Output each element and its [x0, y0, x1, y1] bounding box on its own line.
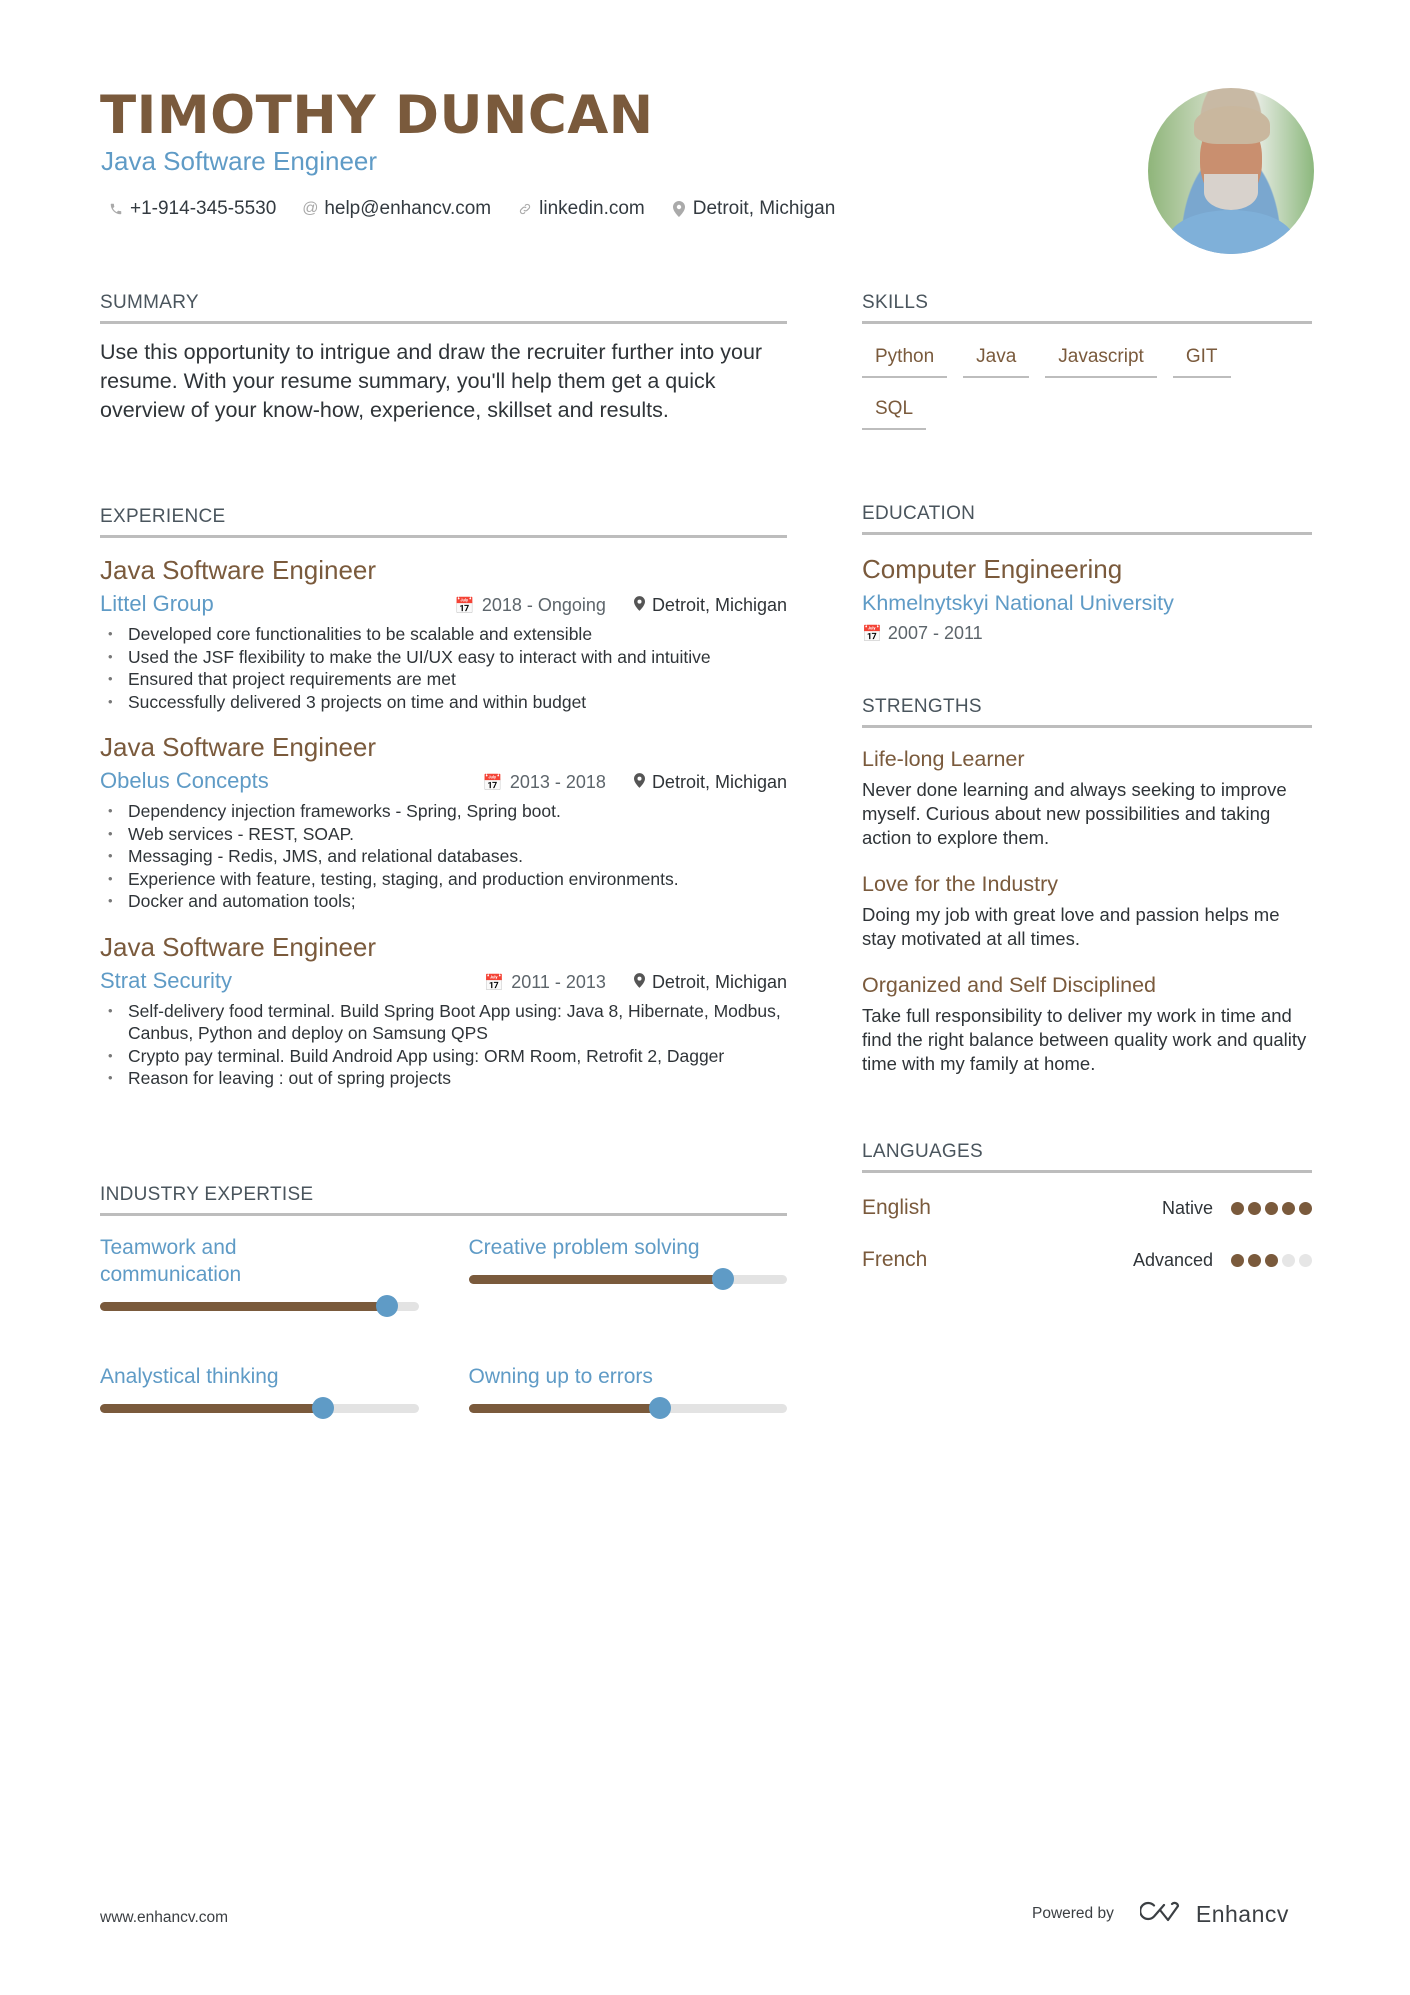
job-entry: [100, 731, 787, 913]
strength-item: [862, 971, 1312, 1076]
skills-section: [862, 291, 1312, 430]
expertise-label: Creative problem solving: [468, 1236, 700, 1259]
job-bullets: [100, 800, 787, 913]
expertise-bar: [100, 1302, 419, 1311]
email-value: help@enhancv.com: [324, 198, 492, 219]
languages-section: [862, 1140, 1312, 1274]
powered-by-label: Powered by: [1032, 1905, 1114, 1922]
job-bullets: [100, 1000, 787, 1090]
job-location: Detroit, Michigan: [651, 971, 787, 992]
job-location: Detroit, Michigan: [651, 595, 787, 615]
bullet-item: • Ensured that project requirements are met: [100, 668, 787, 691]
bullet-item: • Crypto pay terminal. Build Android App using: ORM Room, Retrofit 2, Dagger: [100, 1045, 787, 1068]
slider-thumb: [376, 1295, 398, 1317]
footer-website-link[interactable]: www.enhancv.com: [100, 1909, 229, 1926]
language-row: [862, 1246, 1312, 1274]
language-name: French: [862, 1248, 928, 1271]
job-dates: 2011 - 2013: [511, 971, 606, 992]
expertise-label: Owning up to errors: [468, 1365, 653, 1388]
company-name: Obelus Concepts: [100, 768, 269, 793]
skill-tag: SQL: [862, 396, 926, 430]
skill-tag: GIT: [1173, 344, 1231, 378]
expertise-label: Teamwork and communication: [100, 1236, 242, 1286]
calendar-icon: 📅: [484, 974, 505, 992]
contact-linkedin[interactable]: [517, 196, 645, 222]
skills-list: [862, 344, 1292, 430]
strength-title: Love for the Industry: [862, 872, 1058, 896]
expertise-section: [100, 1183, 787, 1413]
expertise-item: [469, 1234, 788, 1311]
skill-tag: Javascript: [1045, 344, 1157, 378]
bullet-item: • Developed core functionalities to be scalable and extensible: [100, 623, 787, 646]
expertise-heading: INDUSTRY EXPERTISE: [100, 1183, 787, 1216]
strengths-section: [862, 695, 1312, 1076]
expertise-item: [100, 1363, 419, 1413]
summary-heading: SUMMARY: [100, 291, 787, 324]
location-pin-icon: [634, 775, 645, 792]
job-title: Java Software Engineer: [100, 931, 377, 962]
contact-row: [108, 196, 835, 222]
bullet-item: • Docker and automation tools;: [100, 890, 787, 913]
bullet-item: • Dependency injection frameworks - Spring, Spring boot.: [100, 800, 787, 823]
bullet-item: • Reason for leaving : out of spring projects: [100, 1067, 787, 1090]
job-location: Detroit, Michigan: [651, 772, 787, 792]
strengths-heading: STRENGTHS: [862, 695, 1312, 728]
contact-phone[interactable]: [108, 196, 276, 222]
enhancv-logo-icon: [1140, 1900, 1186, 1928]
bullet-item: • Used the JSF flexibility to make the UI/UX easy to interact with and intuitive: [100, 646, 787, 669]
contact-location: [671, 196, 836, 222]
language-name: English: [862, 1196, 931, 1219]
language-rating: [1231, 1254, 1312, 1267]
strength-title: Organized and Self Disciplined: [862, 973, 1156, 997]
summary-text: Use this opportunity to intrigue and draw the recruiter further into your resume. With your resume summary, you'll help them get a quick overview of your know-how, experience, skillset and results.: [100, 340, 763, 422]
bullet-item: • Successfully delivered 3 projects on time and within budget: [100, 691, 787, 714]
bullet-item: • Self-delivery food terminal. Build Spring Boot App using: Java 8, Hibernate, Modbus, Canbus, Python and deploy on Samsung QPS: [100, 1000, 787, 1045]
phone-icon: [108, 202, 124, 216]
location-value: Detroit, Michigan: [692, 198, 836, 219]
calendar-icon: 📅: [454, 598, 475, 615]
linkedin-value: linkedin.com: [539, 198, 645, 219]
strength-title: Life-long Learner: [862, 747, 1025, 771]
location-pin-icon: [634, 598, 645, 615]
bullet-item: • Experience with feature, testing, staging, and production environments.: [100, 868, 787, 891]
expertise-label: Analystical thinking: [100, 1365, 279, 1388]
company-name: Littel Group: [100, 591, 214, 616]
education-degree: Computer Engineering: [862, 554, 1123, 584]
education-school: Khmelnytskyi National University: [862, 591, 1174, 615]
expertise-item: [469, 1363, 788, 1413]
expertise-item: [100, 1234, 419, 1311]
skill-tag: Python: [862, 344, 947, 378]
slider-thumb: [649, 1397, 671, 1419]
experience-section: [100, 505, 787, 1090]
company-name: Strat Security: [100, 967, 233, 993]
education-section: [862, 502, 1312, 647]
experience-heading: EXPERIENCE: [100, 505, 787, 538]
slider-thumb: [312, 1397, 334, 1419]
calendar-icon: 📅: [482, 775, 503, 792]
brand-name: Enhancv: [1195, 1900, 1289, 1927]
summary-section: [100, 291, 787, 425]
phone-value: +1-914-345-5530: [130, 198, 277, 219]
strength-item: [862, 870, 1312, 951]
language-level: Native: [1161, 1197, 1213, 1218]
bullet-item: • Web services - REST, SOAP.: [100, 823, 787, 846]
strength-text: Never done learning and always seeking to improve myself. Curious about new possibilities and taking action to explore them.: [862, 779, 1287, 848]
strength-item: [862, 745, 1312, 850]
education-heading: EDUCATION: [862, 502, 1312, 535]
footer-branding[interactable]: [1032, 1900, 1289, 1928]
language-row: [862, 1194, 1312, 1222]
bullet-item: • Messaging - Redis, JMS, and relational databases.: [100, 845, 787, 868]
skills-heading: SKILLS: [862, 291, 1312, 324]
expertise-bar: [469, 1404, 788, 1413]
location-pin-icon: [634, 975, 645, 992]
slider-thumb: [712, 1268, 734, 1290]
candidate-name: TIMOTHY DUNCAN: [100, 85, 654, 146]
job-title: Java Software Engineer: [100, 732, 377, 762]
job-entry: [100, 931, 787, 1090]
at-icon: @: [302, 200, 319, 217]
profile-photo: [1148, 88, 1314, 254]
skill-tag: Java: [963, 344, 1029, 378]
expertise-bar: [100, 1404, 419, 1413]
calendar-icon: 📅: [862, 626, 882, 643]
strength-text: Doing my job with great love and passion helps me stay motivated at all times.: [862, 904, 1280, 949]
language-level: Advanced: [1132, 1249, 1213, 1270]
contact-email[interactable]: [302, 196, 491, 222]
job-dates: 2018 - Ongoing: [481, 595, 606, 615]
education-dates: 2007 - 2011: [887, 623, 983, 643]
job-dates: 2013 - 2018: [509, 772, 606, 792]
job-title: Java Software Engineer: [100, 555, 377, 585]
job-bullets: [100, 623, 787, 713]
expertise-bar: [469, 1275, 788, 1284]
language-rating: [1231, 1202, 1312, 1215]
location-pin-icon: [671, 201, 687, 217]
candidate-title: Java Software Engineer: [101, 146, 378, 176]
link-icon: [517, 202, 533, 216]
job-entry: [100, 554, 787, 713]
strength-text: Take full responsibility to deliver my work in time and find the right balance between quality work and quality time with my family at home.: [862, 1005, 1307, 1074]
languages-heading: LANGUAGES: [862, 1140, 1312, 1173]
